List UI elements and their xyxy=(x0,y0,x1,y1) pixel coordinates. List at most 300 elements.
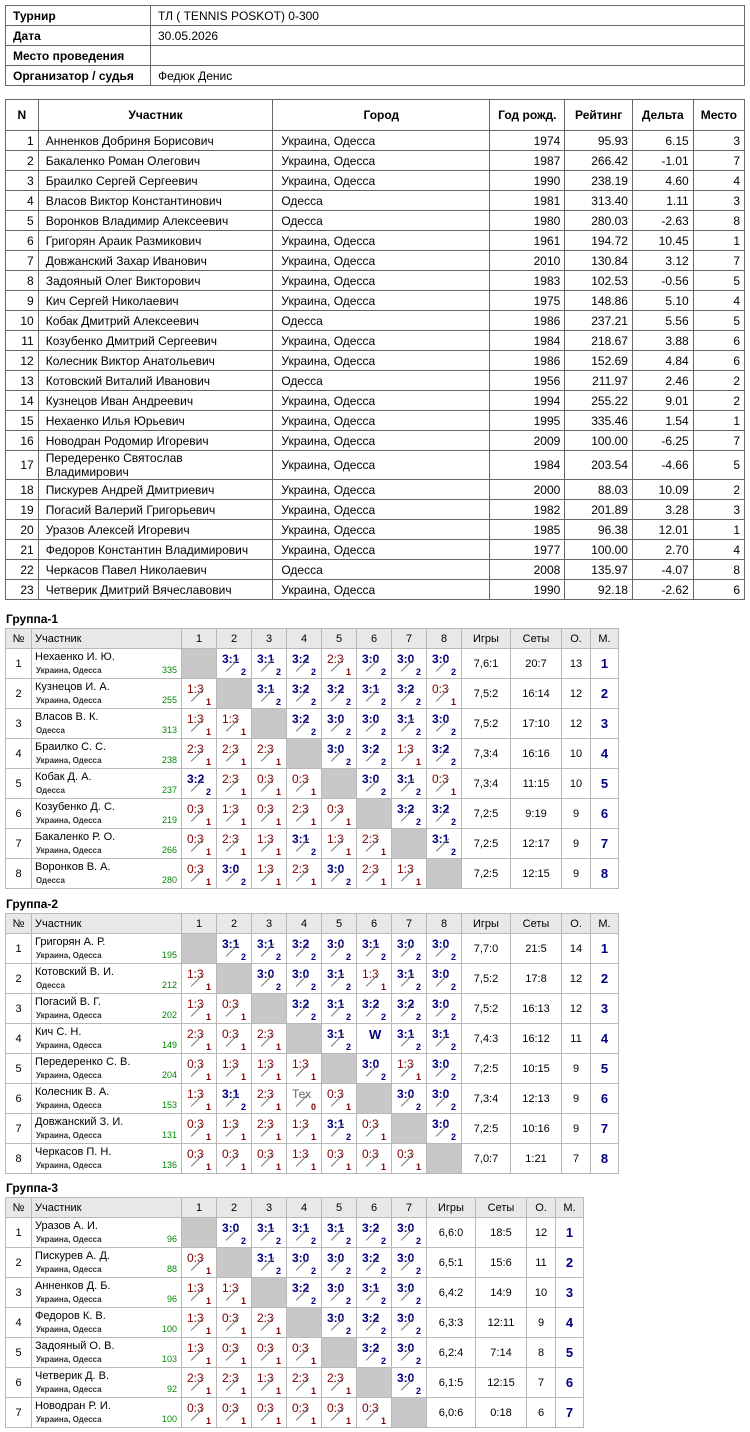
group-games: 7,5:2 xyxy=(462,709,511,739)
match-score: 3:1 xyxy=(292,832,310,846)
match-cell xyxy=(252,934,287,964)
match-points: 1 xyxy=(310,1356,316,1366)
group-row xyxy=(6,964,619,994)
match-cell xyxy=(357,1144,392,1174)
participant-cell: Нехаенко Илья Юрьевич xyxy=(38,411,273,431)
match-points: 1 xyxy=(240,787,246,797)
match-cell xyxy=(357,1248,392,1278)
group-row-number: 1 xyxy=(6,649,32,679)
participant-cell: Одесса xyxy=(273,211,490,231)
group-header-row xyxy=(6,1198,584,1218)
match-score: 3:1 xyxy=(397,1027,415,1041)
group-points: 12 xyxy=(527,1218,556,1248)
match-points: 2 xyxy=(275,1236,281,1246)
participant-row xyxy=(6,540,745,560)
info-row xyxy=(6,6,745,26)
match-points: 1 xyxy=(275,1386,281,1396)
match-cell xyxy=(217,799,252,829)
participant-cell: 1956 xyxy=(490,371,565,391)
participant-cell: 102.53 xyxy=(565,271,633,291)
group-row-number: 3 xyxy=(6,994,32,1024)
participant-cell: 18 xyxy=(6,480,39,500)
match-score: 0:3 xyxy=(327,1087,344,1101)
match-score: 2:3 xyxy=(257,1027,274,1041)
group-player xyxy=(32,1024,182,1054)
match-score: 3:2 xyxy=(327,682,345,696)
group-row xyxy=(6,1054,619,1084)
match-cell xyxy=(357,709,392,739)
match-points: 1 xyxy=(415,877,421,887)
match-cell xyxy=(287,1114,322,1144)
match-cell xyxy=(182,1398,217,1428)
match-score: 3:2 xyxy=(432,802,450,816)
group-place: 8 xyxy=(591,1144,619,1174)
group-sets: 10:15 xyxy=(511,1054,562,1084)
match-score: 1:3 xyxy=(187,682,204,696)
group-player-name: Нехаенко И. Ю. xyxy=(35,651,115,663)
group-points: 14 xyxy=(562,934,591,964)
match-score: 3:0 xyxy=(362,712,380,726)
match-points: 1 xyxy=(205,1012,211,1022)
match-points: 2 xyxy=(310,1296,316,1306)
group-place: 5 xyxy=(591,1054,619,1084)
match-points: 1 xyxy=(240,1356,246,1366)
group-row xyxy=(6,1248,584,1278)
match-points: 1 xyxy=(310,877,316,887)
group-row xyxy=(6,1144,619,1174)
match-score: 2:3 xyxy=(327,652,344,666)
participant-cell: 335.46 xyxy=(565,411,633,431)
participant-cell: 194.72 xyxy=(565,231,633,251)
match-score: 0:3 xyxy=(362,1401,379,1415)
match-score: 3:0 xyxy=(432,712,450,726)
group-header-place: М. xyxy=(591,629,619,649)
match-cell xyxy=(357,964,392,994)
match-points: 1 xyxy=(205,982,211,992)
self-match-cell xyxy=(427,1144,462,1174)
match-cell xyxy=(357,649,392,679)
participant-cell: Украина, Одесса xyxy=(273,171,490,191)
participant-cell: Анненков Добриня Борисович xyxy=(38,131,273,151)
group-player-city: Украина, Одесса xyxy=(36,1041,102,1050)
match-score: 3:0 xyxy=(327,937,345,951)
participant-cell: 1.11 xyxy=(632,191,693,211)
participant-cell: Украина, Одесса xyxy=(273,540,490,560)
participant-cell: 20 xyxy=(6,520,39,540)
group-games: 7,4:3 xyxy=(462,1024,511,1054)
group-player-rating: 195 xyxy=(161,950,177,960)
match-cell xyxy=(287,1278,322,1308)
participant-cell: Украина, Одесса xyxy=(273,271,490,291)
group-row-number: 4 xyxy=(6,1024,32,1054)
match-score: 3:0 xyxy=(397,1221,415,1235)
match-score: 3:0 xyxy=(397,652,415,666)
participant-cell: 6 xyxy=(6,231,39,251)
group-points: 9 xyxy=(562,1054,591,1084)
participant-cell: -0.56 xyxy=(632,271,693,291)
participant-cell: 3 xyxy=(693,191,744,211)
participant-cell: 14 xyxy=(6,391,39,411)
group-player-rating: 131 xyxy=(161,1130,177,1140)
participant-cell: -4.66 xyxy=(632,451,693,480)
group-player-city: Украина, Одесса xyxy=(36,1161,102,1170)
participant-cell: Передеренко Святослав Владимирович xyxy=(38,451,273,480)
group-player-city: Украина, Одесса xyxy=(36,696,102,705)
group-player-name: Бакаленко Р. О. xyxy=(35,831,116,843)
match-cell xyxy=(182,829,217,859)
match-score: 3:1 xyxy=(397,772,415,786)
group-row-number: 4 xyxy=(6,1308,32,1338)
participant-cell: 12.01 xyxy=(632,520,693,540)
match-points: 1 xyxy=(415,1162,421,1172)
match-points: 1 xyxy=(275,757,281,767)
participant-cell: Украина, Одесса xyxy=(273,291,490,311)
match-score: 3:1 xyxy=(327,1221,345,1235)
match-score: 3:1 xyxy=(257,652,275,666)
match-score: 2:3 xyxy=(187,1371,204,1385)
match-cell xyxy=(322,1218,357,1248)
participant-cell: 1986 xyxy=(490,311,565,331)
participant-cell: Украина, Одесса xyxy=(273,520,490,540)
match-score: 3:1 xyxy=(362,682,380,696)
participant-cell: 7 xyxy=(6,251,39,271)
group-player xyxy=(32,1084,182,1114)
match-cell xyxy=(392,1024,427,1054)
info-label: Турнир xyxy=(6,6,151,26)
participant-cell: 1974 xyxy=(490,131,565,151)
participant-cell: 4.60 xyxy=(632,171,693,191)
group-player xyxy=(32,1248,182,1278)
group-title: Группа-1 xyxy=(6,612,59,626)
participant-cell: -2.63 xyxy=(632,211,693,231)
participant-cell: 1 xyxy=(693,520,744,540)
match-cell xyxy=(322,964,357,994)
match-points: 2 xyxy=(380,757,386,767)
group-sets: 0:18 xyxy=(476,1398,527,1428)
participant-cell: Четверик Дмитрий Вячеславович xyxy=(38,580,273,600)
match-score: 3:1 xyxy=(432,1027,450,1041)
group-sets: 16:14 xyxy=(511,679,562,709)
participant-cell: 100.00 xyxy=(565,431,633,451)
participant-cell: 95.93 xyxy=(565,131,633,151)
match-points: 1 xyxy=(310,1386,316,1396)
group-row-number: 5 xyxy=(6,1338,32,1368)
group-sets: 12:11 xyxy=(476,1308,527,1338)
group-header-points: О. xyxy=(562,914,591,934)
match-score: 3:2 xyxy=(362,1341,380,1355)
match-points: 2 xyxy=(450,1072,456,1082)
match-points: 2 xyxy=(240,1102,246,1112)
match-points: 1 xyxy=(345,1416,351,1426)
match-cell xyxy=(322,1368,357,1398)
tournament-info-table xyxy=(5,5,745,86)
group-games: 6,5:1 xyxy=(427,1248,476,1278)
match-score: 3:2 xyxy=(362,1311,380,1325)
match-cell xyxy=(252,1144,287,1174)
match-points: 2 xyxy=(275,952,281,962)
participant-cell: 5 xyxy=(693,271,744,291)
match-cell xyxy=(287,1368,322,1398)
participant-cell: Украина, Одесса xyxy=(273,431,490,451)
match-cell xyxy=(217,1308,252,1338)
group-header-opponent: 2 xyxy=(217,914,252,934)
match-points: 1 xyxy=(240,1416,246,1426)
match-cell xyxy=(357,1338,392,1368)
group-player-city: Украина, Одесса xyxy=(36,666,102,675)
participant-cell: 3.12 xyxy=(632,251,693,271)
info-value: Федюк Денис xyxy=(151,66,745,86)
group-header-opponent: 4 xyxy=(287,914,322,934)
participant-cell: Воронков Владимир Алексеевич xyxy=(38,211,273,231)
participant-cell: 7 xyxy=(693,251,744,271)
match-points: 1 xyxy=(205,1416,211,1426)
match-score: 0:3 xyxy=(257,772,274,786)
match-points: 1 xyxy=(345,817,351,827)
match-points: 2 xyxy=(275,697,281,707)
match-cell xyxy=(427,709,462,739)
match-score: 3:1 xyxy=(397,712,415,726)
self-match-cell xyxy=(357,799,392,829)
group-place: 5 xyxy=(591,769,619,799)
participant-cell: 4.84 xyxy=(632,351,693,371)
match-points: 2 xyxy=(450,1042,456,1052)
participant-cell: 11 xyxy=(6,331,39,351)
match-score: 3:0 xyxy=(292,967,310,981)
match-cell xyxy=(427,1024,462,1054)
participant-cell: 23 xyxy=(6,580,39,600)
match-cell xyxy=(322,739,357,769)
group-row xyxy=(6,859,619,889)
match-score: 0:3 xyxy=(257,802,274,816)
match-cell xyxy=(392,1278,427,1308)
match-cell xyxy=(357,769,392,799)
match-score: 3:1 xyxy=(257,937,275,951)
match-cell xyxy=(287,769,322,799)
match-score: 3:0 xyxy=(327,712,345,726)
participant-cell: Украина, Одесса xyxy=(273,131,490,151)
participant-cell: 2 xyxy=(6,151,39,171)
participant-cell: Черкасов Павел Николаевич xyxy=(38,560,273,580)
match-cell xyxy=(217,649,252,679)
match-points: 2 xyxy=(415,952,421,962)
self-match-cell xyxy=(217,964,252,994)
match-score: 1:3 xyxy=(327,832,344,846)
group-games: 7,2:5 xyxy=(462,829,511,859)
participant-cell: 9 xyxy=(6,291,39,311)
group-points: 13 xyxy=(562,649,591,679)
match-points: 1 xyxy=(205,1386,211,1396)
group-header-place: М. xyxy=(556,1198,584,1218)
group-points: 7 xyxy=(527,1368,556,1398)
match-points: 2 xyxy=(240,952,246,962)
match-cell xyxy=(182,964,217,994)
group-player-city: Украина, Одесса xyxy=(36,846,102,855)
group-player-city: Одесса xyxy=(36,786,65,795)
participant-cell: 88.03 xyxy=(565,480,633,500)
participant-cell: 1975 xyxy=(490,291,565,311)
group-row xyxy=(6,799,619,829)
info-label: Место проведения xyxy=(6,46,151,66)
match-cell xyxy=(287,709,322,739)
info-row xyxy=(6,46,745,66)
group-player xyxy=(32,1368,182,1398)
group-points: 10 xyxy=(562,739,591,769)
group-player-name: Четверик Д. В. xyxy=(35,1370,110,1382)
participant-cell: Котовский Виталий Иванович xyxy=(38,371,273,391)
group-header-opponent: 1 xyxy=(182,914,217,934)
participant-cell: Одесса xyxy=(273,191,490,211)
group-row xyxy=(6,829,619,859)
participant-cell: 2010 xyxy=(490,251,565,271)
group-points: 10 xyxy=(562,769,591,799)
match-cell xyxy=(392,1144,427,1174)
group-sets: 17:8 xyxy=(511,964,562,994)
match-cell xyxy=(217,1084,252,1114)
participant-cell: Одесса xyxy=(273,371,490,391)
group-header-row xyxy=(6,629,619,649)
group-sets: 17:10 xyxy=(511,709,562,739)
self-match-cell xyxy=(287,1308,322,1338)
group-header-opponent: 7 xyxy=(392,1198,427,1218)
participant-cell: 4 xyxy=(6,191,39,211)
group-row-number: 3 xyxy=(6,1278,32,1308)
participant-cell: Новодран Родомир Игоревич xyxy=(38,431,273,451)
group-header-opponent: 4 xyxy=(287,1198,322,1218)
match-score: 1:3 xyxy=(397,862,414,876)
participant-cell: 5.10 xyxy=(632,291,693,311)
match-score: 3:1 xyxy=(432,832,450,846)
match-cell xyxy=(322,1248,357,1278)
participant-cell: 201.89 xyxy=(565,500,633,520)
group-player-rating: 149 xyxy=(161,1040,177,1050)
match-points: 2 xyxy=(240,667,246,677)
participant-cell: 8 xyxy=(693,211,744,231)
participant-cell: 1995 xyxy=(490,411,565,431)
group-points: 9 xyxy=(527,1308,556,1338)
participant-row xyxy=(6,131,745,151)
group-row-number: 2 xyxy=(6,964,32,994)
match-score: 3:2 xyxy=(397,682,415,696)
match-points: 2 xyxy=(415,667,421,677)
match-score: 3:2 xyxy=(362,997,380,1011)
participant-cell: 17 xyxy=(6,451,39,480)
match-cell xyxy=(287,994,322,1024)
match-points: 2 xyxy=(415,1296,421,1306)
participant-cell: Пискурев Андрей Дмитриевич xyxy=(38,480,273,500)
match-cell xyxy=(182,709,217,739)
match-cell xyxy=(182,1054,217,1084)
match-score: 3:0 xyxy=(222,862,240,876)
match-cell xyxy=(392,859,427,889)
match-cell xyxy=(392,1368,427,1398)
participant-cell: 9.01 xyxy=(632,391,693,411)
group-player-name: Анненков Д. Б. xyxy=(35,1280,111,1292)
group-games: 6,6:0 xyxy=(427,1218,476,1248)
match-score: 0:3 xyxy=(327,1147,344,1161)
self-match-cell xyxy=(392,1114,427,1144)
match-cell xyxy=(392,679,427,709)
match-cell xyxy=(252,769,287,799)
participant-cell: Одесса xyxy=(273,311,490,331)
match-cell xyxy=(357,1278,392,1308)
group-player-name: Довжанский З. И. xyxy=(35,1116,124,1128)
match-points: 1 xyxy=(310,1416,316,1426)
group-place: 7 xyxy=(591,829,619,859)
self-match-cell xyxy=(322,769,357,799)
group-player-rating: 219 xyxy=(161,815,177,825)
group-place: 3 xyxy=(556,1278,584,1308)
match-cell xyxy=(392,1218,427,1248)
match-score: 3:0 xyxy=(327,862,345,876)
info-label: Организатор / судья xyxy=(6,66,151,86)
participant-cell: Колесник Виктор Анатольевич xyxy=(38,351,273,371)
group-row-number: 6 xyxy=(6,1368,32,1398)
match-points: 1 xyxy=(205,1102,211,1112)
group-row-number: 8 xyxy=(6,859,32,889)
match-points: 1 xyxy=(345,1386,351,1396)
match-points: 1 xyxy=(345,847,351,857)
match-cell xyxy=(322,859,357,889)
match-cell xyxy=(322,1308,357,1338)
participant-row xyxy=(6,560,745,580)
participant-cell: 152.69 xyxy=(565,351,633,371)
match-score: 3:2 xyxy=(362,1221,380,1235)
group-header-num: № xyxy=(6,914,32,934)
match-score: 3:2 xyxy=(292,682,310,696)
participant-cell: 2.70 xyxy=(632,540,693,560)
match-cell xyxy=(392,709,427,739)
participant-cell: 2008 xyxy=(490,560,565,580)
group-player-rating: 266 xyxy=(161,845,177,855)
participant-cell: 1981 xyxy=(490,191,565,211)
participant-row xyxy=(6,311,745,331)
match-points: 1 xyxy=(275,817,281,827)
match-points: 2 xyxy=(310,1266,316,1276)
participant-cell: Украина, Одесса xyxy=(273,231,490,251)
match-points: 1 xyxy=(275,1416,281,1426)
match-score: 2:3 xyxy=(362,862,379,876)
participant-cell: Украина, Одесса xyxy=(273,351,490,371)
group-player xyxy=(32,964,182,994)
match-score: 1:3 xyxy=(292,1147,309,1161)
match-cell xyxy=(392,1248,427,1278)
match-points: 1 xyxy=(205,727,211,737)
group-row xyxy=(6,709,619,739)
match-cell xyxy=(392,649,427,679)
match-points: 1 xyxy=(345,1102,351,1112)
match-points: 2 xyxy=(450,817,456,827)
match-cell xyxy=(217,1114,252,1144)
participant-cell: 1 xyxy=(693,411,744,431)
match-score: 1:3 xyxy=(257,1371,274,1385)
match-points: 2 xyxy=(380,1236,386,1246)
participant-cell: Уразов Алексей Игоревич xyxy=(38,520,273,540)
group-place: 4 xyxy=(591,1024,619,1054)
participant-cell: Власов Виктор Константинович xyxy=(38,191,273,211)
match-points: 1 xyxy=(380,1132,386,1142)
match-points: 1 xyxy=(275,1132,281,1142)
match-score: 3:1 xyxy=(397,967,415,981)
match-points: 1 xyxy=(345,1162,351,1172)
participant-cell: Украина, Одесса xyxy=(273,151,490,171)
match-score: 0:3 xyxy=(362,1117,379,1131)
match-points: 1 xyxy=(205,817,211,827)
group-player-name: Котовский В. И. xyxy=(35,966,115,978)
participant-cell: 6 xyxy=(693,580,744,600)
match-cell xyxy=(252,1218,287,1248)
group-header-opponent: 8 xyxy=(427,914,462,934)
match-score: 3:2 xyxy=(292,937,310,951)
